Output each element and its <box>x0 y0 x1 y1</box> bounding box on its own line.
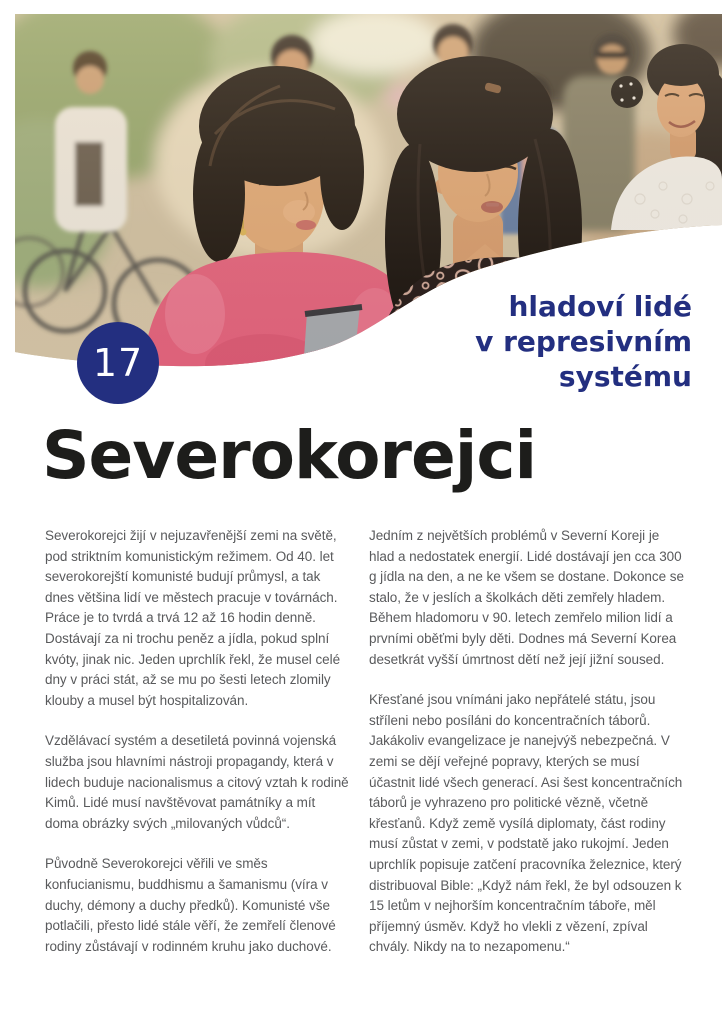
page-subtitle <box>475 289 692 394</box>
paragraph: Vzdělávací systém a desetiletá povinná vojenská služba jsou hlavními nástroji propagandy, která v lidech buduje nacionalismus a citový vztah k rodině Kimů. Lidé musí navštěvovat památníky a mít doma obrázky svých „milovaných vůdců“. <box>45 733 349 831</box>
chapter-number-badge <box>77 322 159 404</box>
paragraph: Severokorejci žijí v nejuzavřenější zemi na světě, pod striktním komunistickým režimem. Od 40. let severokorejští komunisté budují průmysl, a tak dnes většina lidí ve městech pracuje v továrnách. Práce je to tvrdá a trvá 12 až 16 hodin denně. Dostávají za ni trochu peněz a jídla, pokud splní kvóty, jinak nic. Jeden uprchlík řekl, že musel celé dny v práci stát, až se mu po šesti letech zlomily klouby a musel být hospitalizován. <box>45 528 341 708</box>
page-title: Severokorejci <box>42 417 537 494</box>
paragraph: Jedním z největších problémů v Severní Koreji je hlad a nedostatek energií. Lidé dostávají jen cca 300 g jídla na den, a ne ke všem se dostane. Dokonce se stalo, že v jeslích a školkách děti zemřely hladem. Během hladomoru v 90. letech zemřelo milion lidí a prvními oběťmi byly děti. Dodnes má Severní Korea desetkrát vyšší úmrtnost dětí než její jižní soused. <box>369 528 684 667</box>
subtitle-line: v represivním <box>475 325 692 358</box>
subtitle-line: hladoví lidé <box>508 290 692 323</box>
right-column <box>369 526 687 978</box>
chapter-number: 17 <box>92 341 144 385</box>
body-columns <box>45 526 687 978</box>
paragraph: Původně Severokorejci věřili ve směs konfucianismu, buddhismu a šamanismu (víra v duchy, démony a duchy předků). Komunisté vše potlačili, přesto lidé stále věří, že zemřelí členové rodiny zůstávají v rodinném kruhu jako duchové. <box>45 856 336 954</box>
subtitle-line: systému <box>558 360 692 393</box>
left-column <box>45 526 352 978</box>
paragraph: Křesťané jsou vnímáni jako nepřátelé státu, jsou stříleni nebo posíláni do koncentračních táborů. Jakákoliv evangelizace je nanejvýš nebezpečná. V zemi se dějí veřejné popravy, kterých se musí účastnit lidé všech generací. Asi šest koncentračních táborů je vyhrazeno pro politické vězně, včetně křesťanů. Když země vysílá diplomaty, část rodiny musí zůstat v zemi, v podstatě jako rukojmí. Jeden uprchlík popisuje zatčení pracovníka železnice, který distribuoval Bible: „Když nám řekl, že byl odsouzen k 15 letům v nejhorším koncentračním táboře, měl příjemný úsměv. Když ho vlekli z vězení, zpíval chvály. Nikdy na to nezapomenu.“ <box>369 692 683 955</box>
